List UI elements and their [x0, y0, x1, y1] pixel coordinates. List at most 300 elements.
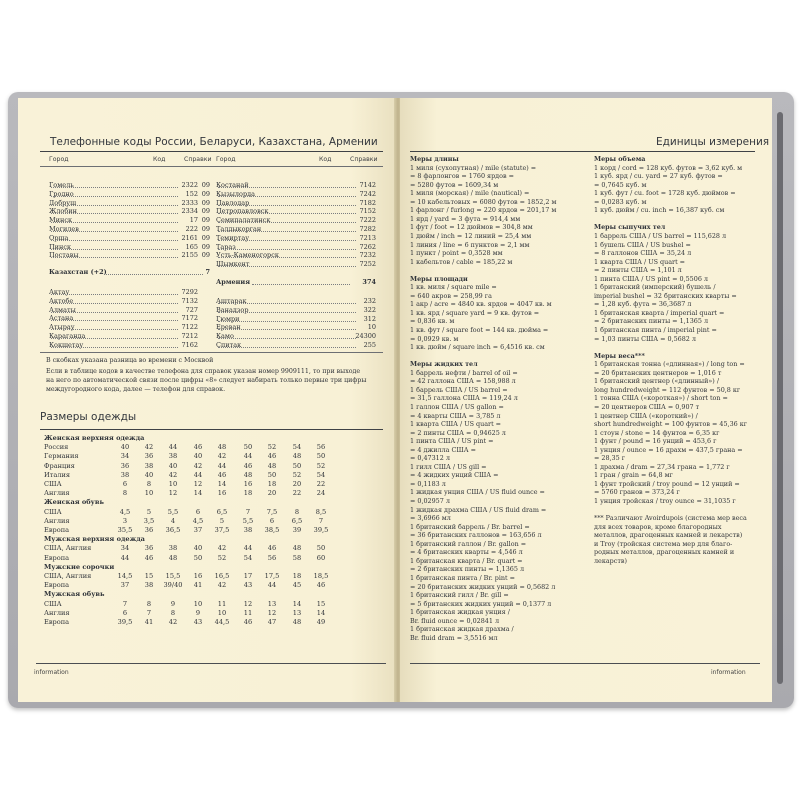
size-value: 35,5	[117, 526, 133, 534]
size-value: 14	[193, 489, 203, 498]
phone-city: Астана	[49, 314, 74, 323]
size-value: 4	[170, 516, 176, 525]
size-value: 18	[292, 572, 302, 580]
dot-leader	[218, 347, 356, 348]
dot-leader	[218, 303, 356, 304]
phone-city: Спитак	[216, 341, 242, 349]
phone-code: 7122	[181, 323, 198, 332]
size-value: 36,5	[165, 526, 181, 534]
unit-line: = 0,836 кв. м	[410, 317, 455, 326]
unit-line: = 8 галлонов США = 35,24 л	[594, 249, 692, 258]
size-row-label: Европа	[44, 553, 70, 562]
unit-section-heading: Меры длины	[410, 155, 459, 163]
col-header-info-2: Справки	[350, 156, 378, 163]
phone-city: Караганда	[49, 332, 86, 340]
phone-code: 7262	[359, 242, 376, 251]
size-value: 44	[168, 443, 178, 452]
unit-line: 1 унция / ounce = 16 драхм = 437,5 грана =	[594, 445, 743, 454]
unit-line: = 1,03 пинты США = 0,5682 л	[594, 334, 696, 343]
size-row-label: Англия	[44, 516, 70, 525]
size-value: 36	[144, 544, 154, 553]
unit-line: Br. fluid ounce = 0,02841 л	[410, 616, 500, 625]
size-value: 38	[120, 470, 130, 479]
size-value: 36	[120, 461, 130, 470]
phone-code: 2161	[181, 233, 198, 242]
size-value: 43	[193, 618, 203, 626]
size-value: 60	[316, 553, 326, 562]
size-value: 34	[120, 544, 130, 553]
phone-city: Гомель	[49, 181, 74, 189]
size-group-heading: Женская верхняя одежда	[44, 434, 145, 442]
notes-rule	[40, 352, 383, 353]
unit-line: 1 фарлонг / furlong = 220 ярдов = 201,17 м	[410, 206, 557, 215]
unit-line: 1 баррель нефти / barrel of oil =	[410, 368, 518, 377]
size-row-label: США	[44, 480, 62, 488]
unit-line: = 2 пинты США = 1,101 л	[594, 266, 682, 275]
unit-line: = 31,5 галлона США = 119,24 л	[410, 394, 518, 403]
dot-leader	[51, 231, 178, 232]
unit-line: 1 британская тонна («длинная») / long ton =	[594, 360, 745, 369]
phone-city: Камо	[216, 332, 234, 341]
phone-code: 7232	[359, 251, 376, 260]
unit-line: 1 кв. фут / square foot = 144 кв. дюйма =	[410, 326, 549, 334]
sizes-title-rule	[40, 429, 383, 430]
size-row-label: Германия	[44, 452, 79, 461]
size-value: 42	[193, 461, 203, 470]
dot-leader	[218, 338, 356, 339]
size-value: 48	[267, 461, 277, 470]
phone-code: 7182	[359, 198, 376, 207]
phone-city: Могилев	[49, 225, 79, 233]
unit-line: = 2 британских пинты = 1,1365 л	[594, 317, 709, 326]
size-value: 40	[168, 461, 178, 470]
unit-line: = 10 кабельтовых = 6080 футов = 1852,2 м	[410, 197, 557, 206]
phone-city: Шымкент	[216, 260, 250, 269]
size-value: 6,5	[216, 507, 228, 516]
size-value: 43	[243, 581, 253, 590]
unit-line: = 36 британских галлонов = 163,656 л	[410, 531, 542, 540]
size-value: 42	[217, 544, 227, 553]
dot-leader	[218, 249, 356, 250]
size-value: 6	[269, 516, 275, 525]
note-line-1: Если в таблице кодов в качестве телефона для справок указан номер 9909111, то при выходе	[46, 368, 361, 375]
size-value: 52	[267, 443, 277, 452]
size-value: 3	[122, 516, 128, 525]
header-rule	[40, 166, 383, 167]
dot-leader	[218, 266, 356, 267]
size-value: 38	[243, 526, 253, 534]
size-group-heading: Мужская верхняя одежда	[44, 535, 145, 544]
unit-line: = 8 фарлонгов = 1760 ярдов =	[410, 172, 514, 181]
phone-city: Добруш	[49, 198, 77, 207]
phone-code: 7252	[359, 260, 376, 269]
unit-line: = 20 центнеров США = 0,907 т	[594, 402, 700, 411]
dot-leader	[51, 222, 178, 223]
unit-line: = 5280 футов = 1609,34 м	[410, 180, 499, 189]
size-value: 7	[146, 608, 152, 617]
unit-line: 1 британская жидкая унция /	[410, 608, 510, 617]
unit-line: 1 жидкая драхма США / US fluid dram =	[410, 505, 547, 514]
unit-line: 1 пункт / point = 0,3528 мм	[410, 249, 503, 258]
phone-code: 322	[363, 305, 376, 314]
unit-line: = 20 британских центнеров = 1,016 т	[594, 368, 722, 377]
size-value: 7,5	[266, 507, 278, 516]
phone-city: Жлобин	[49, 207, 77, 216]
size-value: 42	[168, 470, 178, 479]
unit-line: = 5760 гранов = 373,24 г	[594, 488, 680, 497]
unit-section-heading: Меры площади	[410, 274, 468, 283]
size-row-label: Россия	[44, 443, 69, 452]
unit-line: 1 кв. дюйм / square inch = 6,4516 кв. см	[410, 343, 545, 352]
size-value: 47	[267, 618, 277, 626]
size-value: 22	[316, 480, 326, 488]
phone-code: 7213	[359, 233, 376, 242]
size-value: 39/40	[163, 581, 183, 590]
size-value: 37,5	[214, 526, 230, 534]
phone-city: Талдыкорган	[216, 225, 262, 233]
size-value: 44	[243, 452, 253, 461]
size-value: 50	[292, 461, 302, 470]
unit-line: 1 кв. миля / square mile =	[410, 283, 497, 292]
unit-line: 1 центнер США («короткий») /	[594, 411, 698, 420]
size-row-label: Франция	[44, 461, 75, 470]
kz-leader	[104, 274, 203, 275]
col-header-code-2: Код	[319, 156, 332, 163]
unit-line: = 0,1183 л	[410, 479, 446, 488]
footer-rule-left	[36, 663, 386, 664]
size-value: 7	[318, 516, 324, 525]
size-group-heading: Мужские сорочки	[44, 562, 115, 571]
unit-line: = 4 жидких унций США =	[410, 471, 499, 480]
size-value: 52	[292, 470, 302, 479]
unit-line: 1 кв. ярд / square yard = 9 кв. футов =	[410, 308, 540, 317]
dot-leader	[51, 249, 178, 250]
size-row-label: США	[44, 599, 62, 608]
phone-code: 232	[363, 297, 376, 305]
unit-line: = 42 галлона США = 158,988 л	[410, 377, 516, 386]
size-value: 50	[267, 470, 277, 479]
unit-line: *** Различают Avoirdupois (система мер веса	[594, 514, 747, 523]
dot-leader	[218, 240, 356, 241]
unit-line: = 4 британских кварты = 4,546 л	[410, 548, 523, 557]
size-value: 38	[144, 581, 154, 590]
size-value: 6	[122, 480, 128, 488]
phone-info: 09	[201, 207, 210, 216]
unit-line: родных металлов, драгоценных камней и	[594, 548, 735, 557]
size-value: 7	[122, 599, 128, 608]
size-value: 39,5	[117, 618, 133, 626]
col-header-city-1: Город	[49, 156, 69, 163]
unit-line: 1 пинта США / US pint =	[410, 437, 494, 446]
size-value: 37	[120, 581, 130, 590]
size-value: 15	[144, 572, 154, 580]
dot-leader	[51, 320, 178, 321]
size-value: 16	[217, 489, 227, 498]
phone-city: Актобе	[49, 296, 74, 305]
elastic-band	[777, 112, 783, 684]
size-value: 48	[243, 470, 253, 479]
phone-city: Темиртау	[216, 233, 250, 242]
size-value: 15,5	[165, 572, 181, 580]
dot-leader	[51, 213, 178, 214]
phone-code: 152	[185, 189, 198, 198]
unit-line: = 2 пинты США = 0,94625 л	[410, 428, 506, 437]
phone-info: 09	[201, 181, 210, 189]
phone-city: Павлодар	[216, 198, 250, 207]
size-value: 44	[243, 544, 253, 553]
unit-line: = 0,0929 кв. м	[410, 334, 459, 343]
size-value: 14	[292, 599, 302, 608]
size-value: 50	[193, 553, 203, 562]
unit-line: = 3,6966 мл	[410, 514, 451, 523]
size-value: 12	[168, 489, 178, 498]
size-value: 5,5	[167, 507, 179, 516]
size-value: 45	[292, 581, 302, 590]
unit-line: 1 акр / acre = 4840 кв. ярдов = 4047 кв. м	[410, 300, 552, 309]
unit-section-heading: Меры жидких тел	[410, 360, 478, 369]
size-value: 18,5	[313, 572, 329, 580]
size-value: 48	[292, 618, 302, 626]
size-value: 42	[144, 443, 154, 452]
unit-line: металлов, драгоценных камней и лекарств)	[594, 531, 743, 540]
size-value: 9	[195, 608, 201, 617]
size-value: 48	[292, 544, 302, 553]
unit-line: 1 британская кварта / imperial quart =	[594, 308, 725, 317]
units-title-rule	[410, 151, 755, 152]
size-value: 54	[316, 470, 326, 479]
size-value: 8	[294, 507, 300, 516]
size-value: 15	[316, 599, 326, 608]
size-value: 40	[193, 544, 203, 553]
size-value: 48	[217, 443, 227, 452]
note-line-2: на него по автоматической связи после цифры «8» следует набирать только первые три цифры	[46, 377, 367, 384]
size-value: 6	[122, 608, 128, 617]
unit-line: 1 бушель США / US bushel =	[594, 240, 691, 249]
size-value: 8,5	[315, 507, 327, 516]
phone-info: 09	[201, 225, 210, 233]
size-value: 39	[292, 526, 302, 534]
size-row-label: Европа	[44, 526, 70, 534]
unit-line: 1 фунт / pound = 16 унций = 453,6 г	[594, 437, 717, 446]
phone-city: Гюмри	[216, 314, 240, 323]
size-value: 44	[193, 470, 203, 479]
phone-code: 2155	[181, 251, 198, 260]
phone-info: 09	[201, 189, 210, 198]
phone-code: 7172	[181, 314, 198, 323]
dot-leader	[51, 196, 178, 197]
kz-heading-code: 7	[205, 268, 210, 276]
unit-line: = 0,7645 куб. м	[594, 180, 647, 189]
unit-line: imperial bushel = 32 британских кварты =	[594, 291, 737, 300]
phone-code: 17	[189, 216, 198, 225]
size-value: 3,5	[143, 516, 155, 525]
dot-leader	[218, 329, 356, 330]
phone-city: Семипалатинск	[216, 216, 271, 225]
size-row-label: Италия	[44, 470, 71, 479]
size-value: 46	[243, 461, 253, 470]
size-value: 5	[219, 516, 225, 525]
phone-code: 7282	[359, 225, 376, 233]
unit-line: лекарств)	[594, 556, 627, 565]
arm-heading: Армения	[216, 278, 251, 286]
size-value: 46	[267, 452, 277, 461]
size-value: 12	[267, 608, 277, 617]
unit-line: = 0,02957 л	[410, 497, 450, 505]
unit-line: 1 унция тройская / troy ounce = 31,1035 г	[594, 497, 736, 505]
size-value: 14,5	[117, 572, 133, 580]
unit-line: 1 галлон США / US gallon =	[410, 402, 504, 411]
size-value: 44	[217, 461, 227, 470]
unit-line: long hundredweight = 112 фунтов = 50,8 кг	[594, 385, 741, 394]
size-value: 8	[122, 489, 128, 498]
unit-line: 1 баррель США / US barrel = 115,628 л	[594, 231, 727, 240]
arm-heading-code: 374	[362, 278, 376, 286]
size-value: 44	[120, 553, 130, 562]
size-value: 6	[195, 507, 201, 516]
size-value: 36	[144, 526, 154, 534]
unit-line: 1 миля (сухопутная) / mile (statute) =	[410, 163, 537, 172]
dot-leader	[51, 312, 178, 313]
unit-line: 1 тонна США («короткая») / short ton =	[594, 394, 728, 403]
dot-leader	[218, 196, 356, 197]
col-header-city-2: Город	[216, 156, 236, 163]
unit-line: = 5 британских жидких унций = 0,1377 л	[410, 599, 552, 608]
size-value: 52	[217, 553, 227, 562]
phone-code: 165	[185, 242, 198, 251]
size-value: 54	[292, 443, 302, 452]
phone-code: 7132	[181, 296, 198, 305]
phone-city: Пинск	[49, 242, 72, 251]
unit-line: 1 гран / grain = 64,8 мг	[594, 471, 673, 480]
unit-line: 1 британский баррель / Br. barrel =	[410, 522, 530, 531]
unit-line: 1 британская пинта / imperial pint =	[594, 326, 717, 334]
size-row-label: Европа	[44, 618, 70, 626]
size-value: 8	[146, 599, 152, 608]
unit-line: 1 пинта США / US pint = 0,5506 л	[594, 274, 708, 283]
unit-line: 1 жидкая унция США / US fluid ounce =	[410, 488, 545, 497]
size-value: 50	[243, 443, 253, 452]
size-value: 10	[217, 608, 227, 617]
phone-code: 2322	[181, 181, 198, 189]
dot-leader	[51, 329, 178, 330]
size-value: 34	[120, 452, 130, 461]
phone-code: 7152	[359, 207, 376, 216]
phone-city: Атырау	[49, 323, 75, 332]
phone-code: 7212	[181, 332, 198, 340]
phone-city: Костанай	[216, 181, 249, 189]
phone-code: 7222	[359, 216, 376, 225]
unit-line: = 0,0283 куб. м	[594, 197, 647, 206]
size-value: 38	[168, 452, 178, 461]
unit-line: = 28,35 г	[594, 454, 626, 463]
size-row-label: Англия	[44, 489, 70, 498]
phone-code: 312	[363, 314, 376, 323]
dot-leader	[51, 240, 178, 241]
size-value: 11	[217, 599, 227, 608]
unit-line: 1 британский (имперский) бушель /	[594, 283, 716, 292]
size-value: 48	[168, 553, 178, 562]
col-header-info-1: Справки	[184, 156, 212, 163]
size-value: 5,5	[242, 516, 254, 525]
dot-leader	[218, 187, 356, 188]
unit-line: 1 гилл США / US gill =	[410, 462, 487, 471]
phone-code: 727	[185, 305, 198, 314]
unit-line: 1 миля (морская) / mile (nautical) =	[410, 189, 530, 198]
phone-info: 09	[201, 198, 210, 207]
phone-city: Ванадзор	[216, 305, 249, 314]
size-value: 8	[146, 480, 152, 488]
size-value: 42	[217, 452, 227, 461]
size-value: 41	[193, 581, 203, 590]
size-value: 44,5	[214, 618, 230, 626]
size-value: 54	[243, 553, 253, 562]
size-value: 52	[316, 461, 326, 470]
size-row-label: Англия	[44, 608, 70, 617]
size-row-label: США, Англия	[44, 572, 92, 580]
phone-code: 7242	[359, 189, 376, 198]
dot-leader	[51, 205, 178, 206]
size-value: 36	[144, 452, 154, 461]
size-value: 46	[316, 581, 326, 590]
kz-heading: Казахстан (+2)	[49, 268, 107, 276]
size-value: 38,5	[264, 526, 280, 534]
size-value: 9	[170, 599, 176, 608]
footer-left: information	[34, 669, 69, 676]
size-value: 5	[146, 507, 152, 516]
size-value: 50	[316, 452, 326, 461]
phone-code: 255	[363, 341, 376, 349]
size-value: 40	[120, 443, 130, 452]
phone-code: 24300	[355, 332, 376, 341]
size-value: 46	[144, 553, 154, 562]
phone-city: Алматы	[49, 305, 76, 314]
dot-leader	[218, 205, 356, 206]
size-value: 4,5	[192, 516, 204, 525]
arm-leader	[252, 284, 350, 285]
size-value: 40	[144, 470, 154, 479]
size-value: 16,5	[214, 572, 230, 580]
unit-line: 1 британский гилл / Br. gill =	[410, 591, 509, 600]
size-group-heading: Женская обувь	[44, 498, 104, 507]
size-value: 44	[267, 581, 277, 590]
unit-line: = 4 кварты США = 3,785 л	[410, 411, 501, 420]
unit-section-heading: Меры сыпучих тел	[594, 223, 666, 232]
dot-leader	[218, 321, 356, 322]
size-row-label: Европа	[44, 581, 70, 590]
unit-line: 1 куб. фут / cu. foot = 1728 куб. дюймов =	[594, 189, 736, 198]
phone-code: 2333	[181, 198, 198, 207]
unit-section-heading: Меры веса***	[594, 351, 645, 360]
phone-city: Гродно	[49, 189, 74, 198]
unit-line: 1 драхма / dram = 27,34 грана = 1,772 г	[594, 462, 730, 471]
unit-line: 1 британская жидкая драхма /	[410, 625, 514, 634]
size-value: 10	[193, 599, 203, 608]
size-row-label: США, Англия	[44, 544, 92, 553]
size-value: 42	[168, 618, 178, 626]
dot-leader	[218, 213, 356, 214]
size-value: 56	[267, 553, 277, 562]
phone-city: Кызылорда	[216, 189, 256, 198]
unit-line: 1 британская пинта / Br. pint =	[410, 573, 516, 582]
phone-city: Тараз	[216, 242, 236, 251]
size-row-label: США	[44, 507, 62, 516]
unit-line: 1 куб. дюйм / cu. inch = 16,387 куб. см	[594, 206, 725, 215]
size-value: 20	[267, 489, 277, 498]
size-value: 16	[243, 480, 253, 488]
size-value: 40	[193, 452, 203, 461]
unit-line: = 0,47312 л	[410, 454, 450, 463]
size-value: 24	[316, 489, 326, 498]
